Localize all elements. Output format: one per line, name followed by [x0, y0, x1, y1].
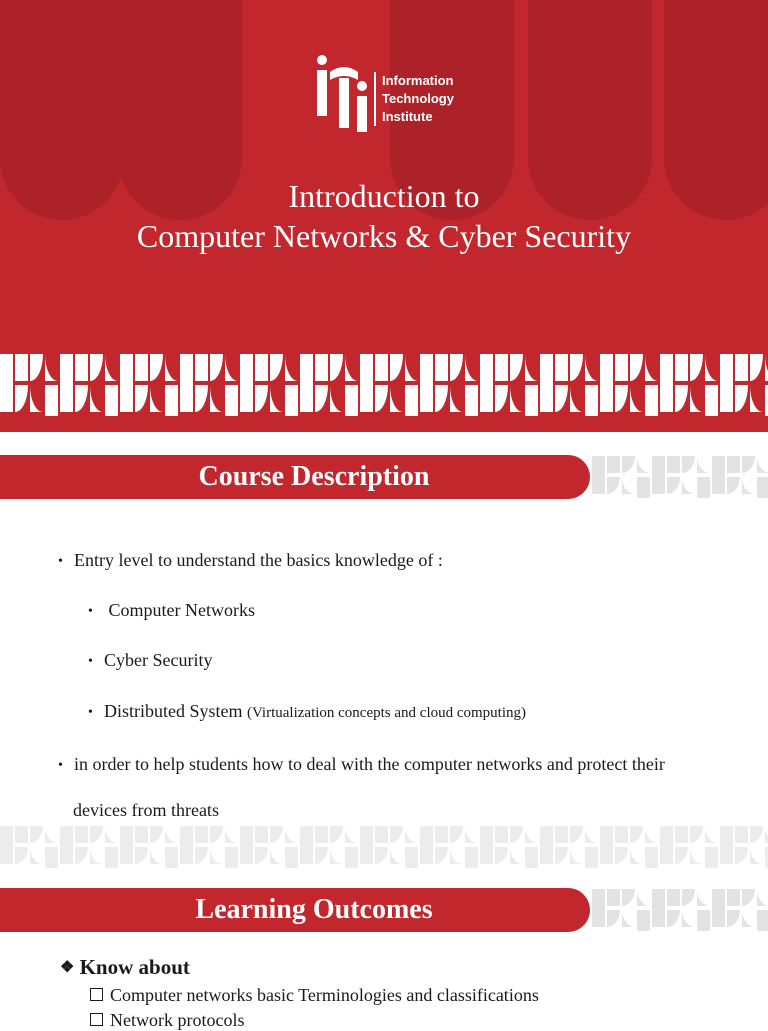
bullet-icon: • [88, 604, 93, 619]
logo-line: Institute [382, 109, 433, 124]
list-item [88, 599, 255, 623]
list-item [90, 1009, 244, 1031]
decorative-pattern-band [0, 354, 768, 416]
cover-title [0, 176, 768, 256]
iti-logo-mark-icon [314, 54, 370, 134]
item-text: Computer Networks [108, 600, 255, 620]
logo-line: Technology [382, 91, 454, 106]
banner-pattern [592, 456, 768, 498]
bullet-icon: • [88, 705, 93, 720]
logo-text [374, 72, 454, 126]
checkbox-bullet-icon [90, 988, 103, 1001]
diamond-bullet-icon: ❖ [60, 959, 75, 976]
bullet-icon: • [58, 758, 63, 773]
iti-logo [314, 54, 454, 134]
know-about-text: Know about [79, 955, 190, 979]
course-description-heading: Course Description [198, 461, 430, 492]
cover-title-line2: Computer Networks & Cyber Security [136, 218, 632, 254]
outcome-text: Computer networks basic Terminologies and classifications [110, 985, 539, 1005]
cover-slide [0, 0, 768, 432]
checkbox-bullet-icon [90, 1013, 103, 1026]
logo-line: Information [382, 73, 454, 88]
list-item [90, 984, 539, 1006]
list-item [88, 700, 526, 724]
bullet-icon: • [88, 654, 93, 669]
bullet-icon: • [58, 554, 63, 569]
know-about-heading [60, 956, 190, 979]
intro-text: Entry level to understand the basics knowledge of : [74, 550, 443, 570]
purpose-text-continued: devices from threats [73, 800, 219, 820]
purpose-text: in order to help students how to deal with the computer networks and protect their [74, 754, 665, 774]
learning-outcomes-heading: Learning Outcomes [195, 894, 433, 925]
item-text: Distributed System [104, 701, 243, 721]
banner-pattern [592, 889, 768, 931]
cover-title-line1: Introduction to [288, 178, 480, 214]
course-description-banner [0, 455, 590, 499]
learning-outcomes-banner [0, 888, 590, 932]
divider-pattern [0, 826, 768, 868]
list-item [58, 549, 443, 573]
item-text: Cyber Security [104, 650, 213, 670]
list-item [88, 649, 212, 673]
outcome-text: Network protocols [110, 1010, 245, 1030]
item-note: (Virtualization concepts and cloud computing) [247, 705, 527, 721]
list-item [58, 753, 665, 777]
